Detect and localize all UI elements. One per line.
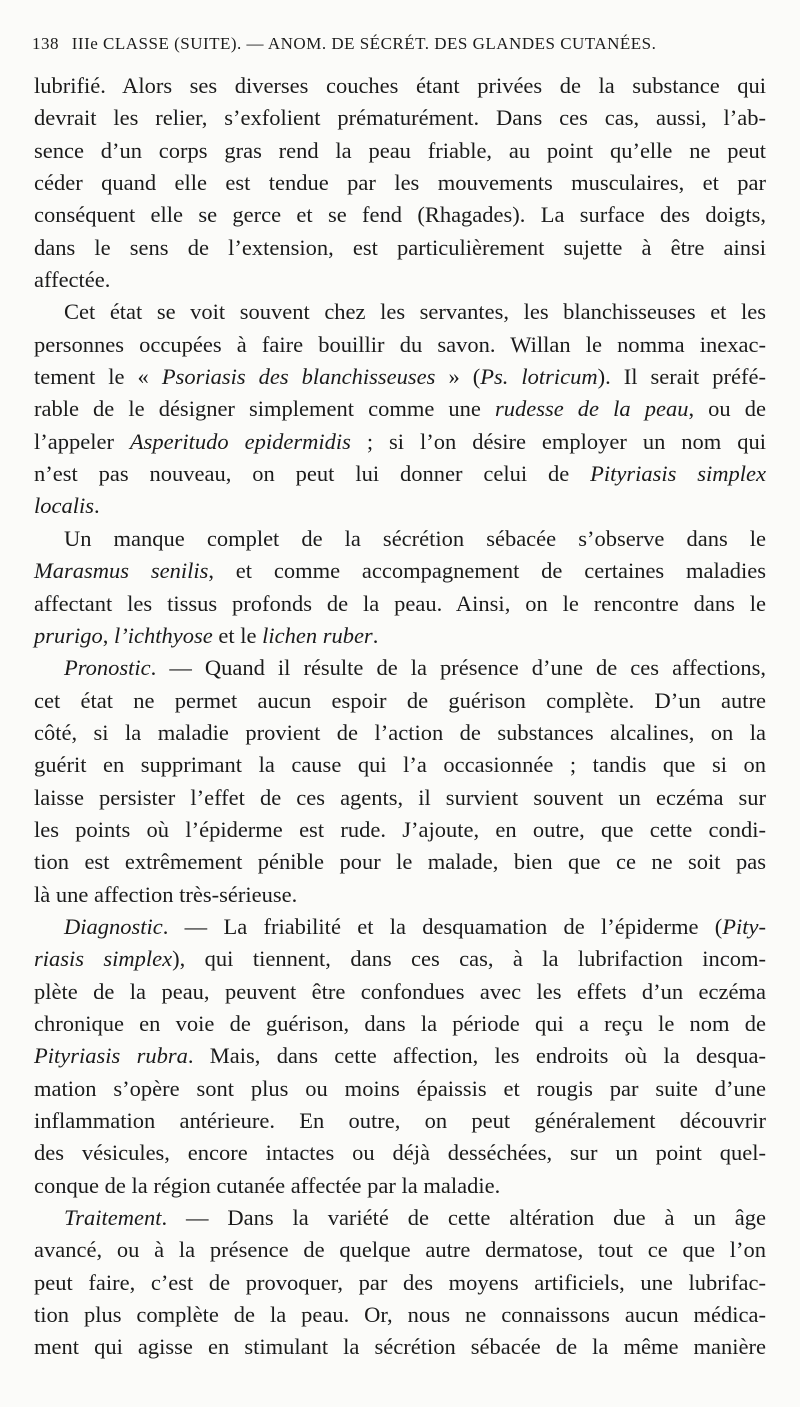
text-line: Diagnostic. — La friabilité et la desquamation de l’épiderme (Pity- bbox=[64, 913, 766, 939]
text-line: rable de le désigner simplement comme une rudesse de la peau, ou de bbox=[34, 396, 766, 422]
text-line: côté, si la maladie provient de l’action de substances alcalines, on la bbox=[34, 719, 766, 745]
text-line: Marasmus senilis, et comme accompagnement de certaines maladies bbox=[34, 558, 766, 584]
running-title: IIIe CLASSE (SUITE). — ANOM. DE SÉCRÉT. DES GLANDES CUTANÉES. bbox=[71, 34, 657, 53]
text-line: plète de la peau, peuvent être confondues avec les effets d’un eczéma bbox=[34, 978, 766, 1004]
text-line: mation s’opère sont plus ou moins épaissis et rougis par suite d’une bbox=[34, 1075, 766, 1101]
text-line: affectée. bbox=[34, 267, 111, 293]
text-line: laisse persister l’effet de ces agents, il survient souvent un eczéma sur bbox=[34, 784, 766, 810]
text-line: inflammation antérieure. En outre, on peut généralement découvrir bbox=[34, 1108, 766, 1133]
text-line: tion est extrêmement pénible pour le malade, bien que ce ne soit pas bbox=[34, 849, 766, 875]
body-text bbox=[34, 70, 766, 1364]
text-line: devrait les relier, s’exfolient prématurément. Dans ces cas, aussi, l’ab- bbox=[34, 105, 766, 131]
text-line: l’appeler Asperitudo epidermidis ; si l’on désire employer un nom qui bbox=[34, 428, 767, 454]
text-line: Pityriasis rubra. Mais, dans cette affection, les endroits où la desqua- bbox=[34, 1043, 766, 1069]
text-line: affectant les tissus profonds de la peau. Ainsi, on le rencontre dans le bbox=[34, 590, 766, 616]
text-line: avancé, ou à la présence de quelque autre dermatose, tout ce que l’on bbox=[34, 1237, 766, 1263]
text-line: n’est pas nouveau, on peut lui donner celui de Pityriasis simplex bbox=[34, 461, 766, 487]
text-line: conque de la région cutanée affectée par la maladie. bbox=[34, 1172, 501, 1198]
text-line: ment qui agisse en stimulant la sécrétion sébacée de la même manière bbox=[34, 1334, 766, 1360]
text-line: guérit en supprimant la cause qui l’a occasionnée ; tandis que si on bbox=[34, 752, 766, 778]
text-line: localis. bbox=[34, 493, 100, 519]
text-line: tion plus complète de la peau. Or, nous ne connaissons aucun médica- bbox=[34, 1302, 766, 1328]
text-line: riasis simplex), qui tiennent, dans ces cas, à la lubrifaction incom- bbox=[34, 946, 766, 972]
text-line: cet état ne permet aucun espoir de guérison complète. D’un autre bbox=[34, 687, 766, 713]
text-line: conséquent elle se gerce et se fend (Rhagades). La surface des doigts, bbox=[34, 202, 766, 228]
text-line: les points où l’épiderme est rude. J’ajoute, en outre, que cette condi- bbox=[34, 816, 766, 842]
text-line: Traitement. — Dans la variété de cette altération due à un âge bbox=[64, 1205, 766, 1231]
text-line: tement le « Psoriasis des blanchisseuses » (Ps. lotricum). Il serait préfé- bbox=[34, 364, 767, 390]
running-head bbox=[32, 34, 772, 54]
text-line: lubrifié. Alors ses diverses couches étant privées de la substance qui bbox=[34, 73, 766, 98]
text-line: là une affection très-sérieuse. bbox=[34, 881, 298, 907]
text-line: chronique en voie de guérison, dans la période qui a reçu le nom de bbox=[34, 1010, 766, 1036]
text-line: Un manque complet de la sécrétion sébacée s’observe dans le bbox=[64, 525, 766, 551]
text-line: Cet état se voit souvent chez les servantes, les blanchisseuses et les bbox=[64, 299, 766, 325]
text-line: personnes occupées à faire bouillir du savon. Willan le nomma inexac- bbox=[34, 331, 766, 357]
text-line: des vésicules, encore intactes ou déjà desséchées, sur un point quel- bbox=[34, 1140, 766, 1166]
text-line: céder quand elle est tendue par les mouvements musculaires, et par bbox=[34, 170, 766, 196]
text-line: dans le sens de l’extension, est particulièrement sujette à être ainsi bbox=[34, 234, 766, 260]
text-line: peut faire, c’est de provoquer, par des moyens artificiels, une lubrifac- bbox=[34, 1269, 766, 1295]
text-line: sence d’un corps gras rend la peau friable, au point qu’elle ne peut bbox=[34, 137, 766, 163]
page-number: 138 bbox=[32, 34, 59, 53]
text-line: prurigo, l’ichthyose et le lichen ruber. bbox=[34, 622, 379, 648]
text-line: Pronostic. — Quand il résulte de la présence d’une de ces affections, bbox=[64, 655, 766, 681]
